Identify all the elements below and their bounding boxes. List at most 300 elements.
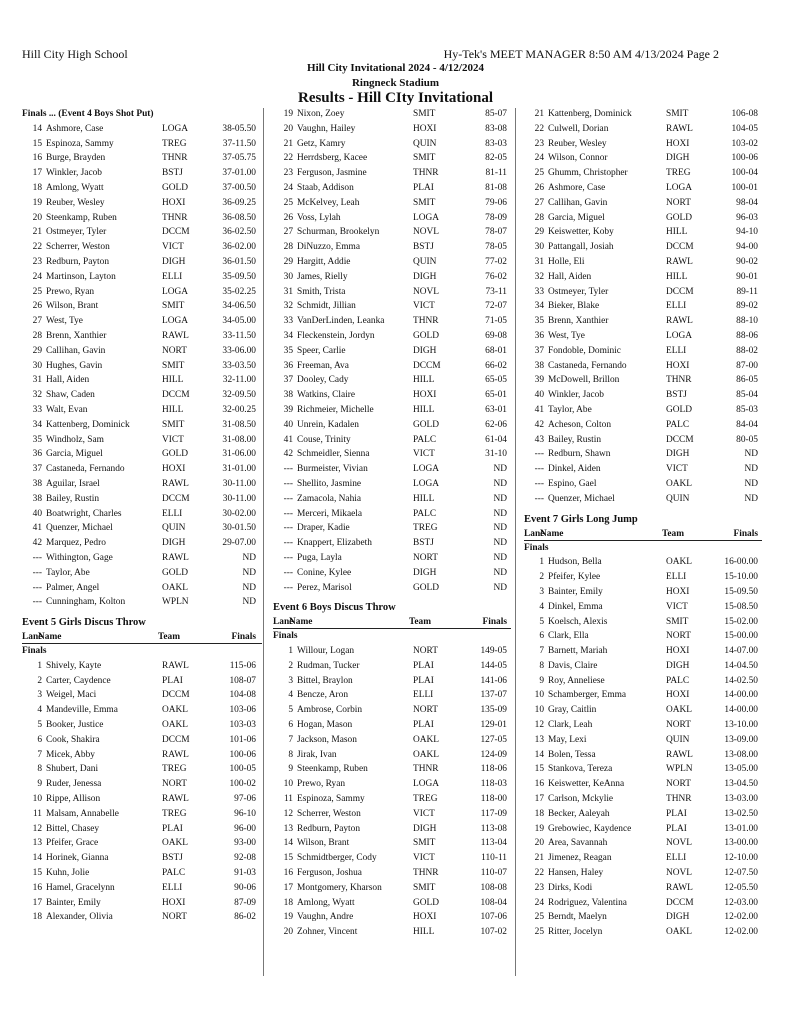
team-code: GOLD [413,330,440,341]
mark: 72-07 [485,301,507,312]
place: 14 [32,853,42,864]
athlete-name: Brenn, Xanthier [46,330,107,341]
result-row [524,447,762,462]
result-row [22,329,262,344]
athlete-name: Merceri, Mikaela [297,508,363,519]
result-row [273,925,511,940]
result-row [524,836,762,851]
place: 1 [288,646,293,657]
mark: 87-09 [234,897,256,908]
mark: 16-00.00 [724,557,758,568]
column-headers [273,616,511,629]
place: 10 [32,794,42,805]
mark: 14-04.50 [724,660,758,671]
athlete-name: Pfeifer, Kylee [548,572,601,583]
result-row [273,285,511,300]
athlete-name: Willour, Logan [297,646,355,657]
mark: 13-09.00 [724,734,758,745]
athlete-name: Taylor, Abe [548,404,592,415]
athlete-name: Hughes, Gavin [46,360,103,371]
result-row [273,388,511,403]
place: 38 [32,478,42,489]
place: 1 [539,557,544,568]
athlete-name: Ashmore, Case [46,123,104,134]
team-code: OAKL [162,582,189,593]
athlete-name: Jimenez, Reagan [548,853,612,864]
name-header: Name [289,617,313,628]
athlete-name: Weigel, Maci [46,690,97,701]
team-code: GOLD [413,419,440,430]
place: --- [283,478,293,489]
athlete-name: Pfeifer, Grace [46,838,99,849]
place: 7 [288,734,293,745]
mark: 63-01 [485,404,507,415]
mark: 30-01.50 [222,523,256,534]
place: --- [283,538,293,549]
athlete-name: Puga, Layla [297,552,342,563]
athlete-name: Zamacola, Nahia [297,493,362,504]
mark: 103-02 [731,138,758,149]
place: --- [283,582,293,593]
mark: ND [493,478,507,489]
mark: 30-02.00 [222,508,256,519]
team-code: HILL [413,375,435,386]
place: 30 [283,271,293,282]
team-code: GOLD [666,212,693,223]
place: 23 [32,256,42,267]
team-code: OAKL [413,734,440,745]
place: 28 [32,330,42,341]
result-row [22,521,262,536]
athlete-name: Hargitt, Addie [297,256,351,267]
result-row [524,688,762,703]
athlete-name: Wilson, Brant [46,301,99,312]
result-row [22,718,262,733]
result-row [22,462,262,477]
mark: 98-04 [736,197,758,208]
place: 25 [32,286,42,297]
mark: ND [744,449,758,460]
mark: 92-08 [234,853,256,864]
result-row [524,659,762,674]
place: 27 [283,227,293,238]
team-code: GOLD [413,897,440,908]
place: --- [283,464,293,475]
result-row [273,329,511,344]
team-code: OAKL [162,705,189,716]
place: 23 [534,138,544,149]
athlete-name: Bittel, Chasey [46,823,100,834]
mark: 110-11 [481,853,507,864]
athlete-name: Clark, Ella [548,631,589,642]
athlete-name: Shubert, Dani [46,764,99,775]
result-row [22,566,262,581]
place: 18 [32,182,42,193]
result-row [22,595,262,610]
result-row [22,551,262,566]
place: 5 [288,705,293,716]
athlete-name: Steenkamp, Ruben [46,212,117,223]
athlete-name: Ambrose, Corbin [297,705,363,716]
athlete-name: Reuber, Wesley [46,197,105,208]
result-row [524,881,762,896]
place: 25 [534,912,544,923]
result-row [22,285,262,300]
place: 2 [288,660,293,671]
place: 7 [539,646,544,657]
event-title: Event 7 Girls Long Jump [524,513,638,525]
athlete-name: Carlson, Mckylie [548,794,614,805]
athlete-name: Alexander, Olivia [46,912,113,923]
athlete-name: Watkins, Claire [297,390,356,401]
team-code: ELLI [413,690,434,701]
mark: 100-02 [229,779,256,790]
athlete-name: Hudson, Bella [548,557,602,568]
athlete-name: VanDerLinden, Leanka [297,316,385,327]
mark: 71-05 [485,316,507,327]
mark: 108-07 [229,675,256,686]
mark: ND [493,493,507,504]
mark: ND [242,582,256,593]
athlete-name: Voss, Lylah [297,212,341,223]
place: 27 [32,316,42,327]
team-code: PALC [162,868,186,879]
result-row [22,418,262,433]
athlete-name: Redburn, Shawn [548,449,611,460]
mark: 32-09.50 [222,390,256,401]
athlete-name: Scherrer, Weston [297,808,361,819]
mark: ND [493,552,507,563]
team-code: LOGA [413,779,440,790]
result-row [22,151,262,166]
mark: 29-07.00 [222,538,256,549]
mark: 73-11 [485,286,507,297]
athlete-name: Freeman, Ava [297,360,349,371]
athlete-name: Shellito, Jasmine [297,478,362,489]
place: 18 [32,912,42,923]
place: 14 [534,749,544,760]
athlete-name: Carter, Caydence [46,675,111,686]
team-code: TREG [413,523,438,534]
mark: 83-03 [485,138,507,149]
result-row [273,270,511,285]
mark: 14-02.50 [724,675,758,686]
place: --- [283,567,293,578]
team-code: OAKL [666,705,693,716]
result-row [524,196,762,211]
results-title: Results - Hill CIty Invitational [297,90,493,106]
athlete-name: Ashmore, Case [548,182,606,193]
place: 38 [534,360,544,371]
athlete-name: Bainter, Emily [46,897,101,908]
place: 2 [539,572,544,583]
athlete-name: Speer, Carlie [297,345,346,356]
mark: 86-05 [736,375,758,386]
results-column-1 [22,107,262,925]
place: 22 [534,868,544,879]
result-row [273,166,511,181]
result-row [524,166,762,181]
result-row [273,137,511,152]
athlete-name: Ostmeyer, Tyler [46,227,107,238]
place: 8 [539,660,544,671]
athlete-name: Mandeville, Emma [46,705,118,716]
place: 16 [283,868,293,879]
place: 26 [32,301,42,312]
athlete-name: Quenzer, Michael [548,493,615,504]
team-code: OAKL [666,927,693,938]
mark: 113-08 [480,823,507,834]
mark: 129-01 [480,720,507,731]
mark: 81-11 [485,168,507,179]
result-row [524,748,762,763]
result-row [22,270,262,285]
athlete-name: Garcia, Miguel [46,449,103,460]
team-code: DIGH [666,660,690,671]
athlete-name: Stankova, Tereza [548,764,613,775]
result-row [22,507,262,522]
team-code: DCCM [666,434,694,445]
place: 27 [534,197,544,208]
place: 8 [288,749,293,760]
mark: 89-02 [736,301,758,312]
continued-heading: Finals ... (Event 4 Boys Shot Put) [22,109,154,119]
team-code: RAWL [666,123,693,134]
team-code: LOGA [413,464,440,475]
mark: 89-11 [736,286,758,297]
place: 10 [283,779,293,790]
place: 33 [283,316,293,327]
result-row [22,536,262,551]
place: --- [283,552,293,563]
result-row [273,521,511,536]
team-code: PLAI [162,823,183,834]
athlete-name: Marquez, Pedro [46,538,106,549]
mark: 36-09.25 [222,197,256,208]
team-code: LOGA [413,478,440,489]
mark: ND [242,552,256,563]
mark: ND [744,478,758,489]
place: --- [534,493,544,504]
team-code: DCCM [413,360,441,371]
mark: 100-06 [229,749,256,760]
team-code: LOGA [666,330,693,341]
mark: 15-09.50 [724,586,758,597]
athlete-name: Getz, Kamry [297,138,346,149]
athlete-name: Boatwright, Charles [46,508,122,519]
mark: 15-00.00 [724,631,758,642]
result-row [273,792,511,807]
result-row [22,433,262,448]
mark: 33-11.50 [222,330,256,341]
result-row [524,733,762,748]
mark: 117-09 [480,808,507,819]
result-row [22,477,262,492]
athlete-name: Pattangall, Josiah [548,242,614,253]
result-row [22,762,262,777]
result-row [524,600,762,615]
mark: 88-06 [736,330,758,341]
result-row [524,329,762,344]
athlete-name: Espino, Gael [548,478,597,489]
team-code: GOLD [413,582,440,593]
mark: 93-00 [234,838,256,849]
place: 12 [534,720,544,731]
result-row [524,181,762,196]
athlete-name: Schmeidler, Sienna [297,449,370,460]
place: 11 [32,808,42,819]
team-header: Team [409,617,432,628]
result-row [273,536,511,551]
place: 21 [32,227,42,238]
result-row [273,674,511,689]
team-code: RAWL [162,552,189,563]
place: 13 [534,734,544,745]
team-code: TREG [666,168,691,179]
team-code: ELLI [666,345,687,356]
result-row [524,644,762,659]
place: 15 [283,853,293,864]
mark: 106-08 [731,109,758,119]
place: 10 [534,705,544,716]
result-row [273,748,511,763]
athlete-name: Reuber, Wesley [548,138,607,149]
team-code: RAWL [162,660,189,671]
mark: 13-01.00 [724,823,758,834]
result-row [273,777,511,792]
mark: 33-03.50 [222,360,256,371]
result-row [22,492,262,507]
mark: ND [493,538,507,549]
result-row [22,733,262,748]
team-code: HOXI [413,123,437,134]
column-divider [515,108,516,976]
place: 20 [283,927,293,938]
mark: 110-07 [480,868,507,879]
athlete-name: Booker, Justice [46,720,104,731]
result-row [524,270,762,285]
team-code: RAWL [666,882,693,893]
team-code: DCCM [666,242,694,253]
mark: 32-00.25 [222,404,256,415]
lane-header: Lane [273,617,294,628]
mark: 13-00.00 [724,838,758,849]
place: --- [32,582,42,593]
mark: 78-05 [485,242,507,253]
mark: ND [493,523,507,534]
mark: 107-06 [480,912,507,923]
mark: 34-05.00 [222,316,256,327]
result-row [273,403,511,418]
athlete-name: McDowell, Brillon [548,375,620,386]
place: 29 [283,256,293,267]
result-row [524,211,762,226]
result-row [524,807,762,822]
athlete-name: Vaughn, Hailey [297,123,356,134]
athlete-name: Cunningham, Kolton [46,597,126,608]
athlete-name: Rippe, Allison [46,794,101,805]
result-row [524,314,762,329]
place: 40 [32,508,42,519]
mark: 13-04.50 [724,779,758,790]
athlete-name: Montgomery, Kharson [297,882,382,893]
result-row [22,822,262,837]
result-row [273,447,511,462]
place: 33 [534,286,544,297]
mark: 31-01.00 [222,464,256,475]
mark: ND [242,567,256,578]
mark: 137-07 [480,690,507,701]
place: 41 [283,434,293,445]
mark: 127-05 [480,734,507,745]
team-code: ELLI [162,508,183,519]
team-code: HOXI [666,138,690,149]
place: 18 [534,808,544,819]
result-row [273,255,511,270]
team-code: THNR [162,153,188,164]
result-row [524,122,762,137]
place: 31 [283,286,293,297]
place: 16 [32,153,42,164]
mark: 96-10 [234,808,256,819]
place: 12 [283,808,293,819]
place: 13 [283,823,293,834]
team-code: NORT [162,912,187,923]
result-row [22,792,262,807]
place: 35 [283,345,293,356]
athlete-name: Hamel, Gracelynn [46,882,115,893]
place: 20 [534,838,544,849]
result-row [22,447,262,462]
round-label: Finals [273,631,298,642]
athlete-name: Fondoble, Dominic [548,345,621,356]
mark: 15-02.00 [724,616,758,627]
athlete-name: Castaneda, Fernando [46,464,125,475]
place: 1 [37,660,42,671]
result-row [524,359,762,374]
athlete-name: Ostmeyer, Tyler [548,286,609,297]
mark: 103-06 [229,705,256,716]
place: 19 [283,912,293,923]
place: 22 [283,153,293,164]
team-code: ELLI [666,572,687,583]
place: 18 [283,897,293,908]
lane-header: Lane [524,528,545,539]
team-code: HOXI [162,464,186,475]
place: --- [32,597,42,608]
result-row [273,822,511,837]
team-code: RAWL [162,749,189,760]
result-row [524,866,762,881]
result-row [524,718,762,733]
result-row [524,570,762,585]
place: 14 [32,123,42,134]
mark: 96-00 [234,823,256,834]
mark: 31-06.00 [222,449,256,460]
place: 10 [534,690,544,701]
place: --- [534,478,544,489]
place: 19 [32,197,42,208]
result-row [524,240,762,255]
team-code: DIGH [666,912,690,923]
athlete-name: Grebowiec, Kaydence [548,823,632,834]
place: --- [534,449,544,460]
mark: 37-11.50 [222,138,256,149]
place: 22 [32,242,42,253]
mark: 82-05 [485,153,507,164]
mark: 30-11.00 [222,478,256,489]
athlete-name: Smith, Trista [297,286,346,297]
